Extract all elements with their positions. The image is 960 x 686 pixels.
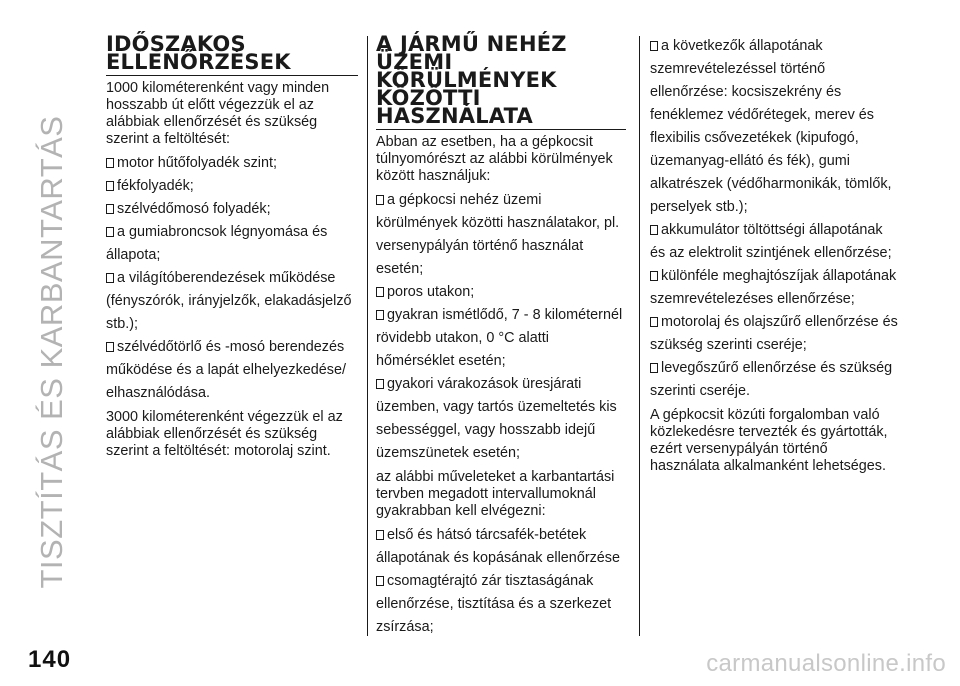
paragraph: A gépkocsit közúti forgalomban való közlekedésre tervezték és gyártották, ezért versenypályán történő használata alkalmanként lehetséges. [650, 407, 888, 474]
checkbox-bullet-icon [106, 273, 114, 283]
checkbox-bullet-icon [376, 379, 384, 389]
checkbox-bullet-icon [106, 227, 114, 237]
list-item: gyakori várakozások üresjárati üzemben, vagy tartós üzemeltetés kis sebességgel, vagy hosszabb idejű üzemszünetek esetén; [376, 376, 617, 461]
checkbox-bullet-icon [650, 41, 658, 51]
list-item: a következők állapotának szemrevételezéssel történő ellenőrzése: kocsiszekrény és fenéklemez védőrétegek, merev és flexibilis csővezetékek (kipufogó, üzemanyag-ellátó és fék), gumi alkatrészek (védőharmonikák, tömlők, perselyek stb.); [650, 38, 892, 215]
section-side-title [34, 115, 69, 589]
paragraph: az alábbi műveleteket a karbantartási tervben megadott intervallumoknál gyakrabban kell elvégezni: [376, 469, 615, 519]
list-item: levegőszűrő ellenőrzése és szükség szerinti cseréje. [650, 360, 893, 399]
checkbox-bullet-icon [376, 576, 384, 586]
list-item: a világítóberendezések működése (fényszórók, irányjelzők, elakadásjelző stb.); [106, 270, 352, 332]
heading-periodic-checks: IDŐSZAKOS ELLENŐRZÉSEK [106, 35, 358, 76]
list-item: szélvédőtörlő és -mosó berendezés működése és a lapát elhelyezkedése/ elhasználódása. [106, 339, 346, 401]
paragraph: 3000 kilométerenként végezzük el az alábbiak ellenőrzését és szükség szerint a feltöltését: motorolaj szint. [106, 409, 343, 459]
list-item: motor hűtőfolyadék szint; [106, 152, 358, 175]
checkbox-bullet-icon [106, 181, 114, 191]
watermark: carmanualsonline.info [706, 650, 946, 677]
heading-heavy-duty-use: A JÁRMŰ NEHÉZ ÜZEMI KÖRÜLMÉNYEK KÖZÖTTI HASZNÁLATA [376, 35, 626, 130]
list-item: gyakran ismétlődő, 7 - 8 kilométernél rövidebb utakon, 0 °C alatti hőmérséklet esetén; [376, 307, 623, 369]
column-periodic-checks [106, 32, 358, 464]
list-item: első és hátsó tárcsafék-betétek állapotának és kopásának ellenőrzése [376, 527, 621, 566]
column-heavy-duty-use [376, 32, 626, 639]
list-item: poros utakon; [376, 281, 626, 304]
list-item: csomagtérajtó zár tisztaságának ellenőrzése, tisztítása és a szerkezet zsírzása; [376, 573, 612, 635]
checkbox-bullet-icon [376, 195, 384, 205]
list-item: akkumulátor töltöttségi állapotának és az elektrolit szintjének ellenőrzése; [650, 222, 892, 261]
checkbox-bullet-icon [376, 530, 384, 540]
checkbox-bullet-icon [650, 317, 658, 327]
checkbox-bullet-icon [650, 271, 658, 281]
column-continued-checks [650, 35, 900, 479]
paragraph: 1000 kilométerenként vagy minden hosszabb út előtt végezzük el az alábbiak ellenőrzését és szükség szerint a feltöltését: [106, 80, 330, 147]
checkbox-bullet-icon [650, 363, 658, 373]
page-number: 140 [28, 646, 72, 673]
side-title-text: TISZTÍTÁS ÉS KARBANTARTÁS [34, 115, 69, 589]
column-divider [367, 36, 368, 636]
checkbox-bullet-icon [106, 342, 114, 352]
checkbox-bullet-icon [650, 225, 658, 235]
checkbox-bullet-icon [106, 204, 114, 214]
list-item: a gépkocsi nehéz üzemi körülmények közötti használatakor, pl. versenypályán történő használat esetén; [376, 192, 620, 277]
checkbox-bullet-icon [106, 158, 114, 168]
list-item: szélvédőmosó folyadék; [106, 198, 358, 221]
list-item: fékfolyadék; [106, 175, 358, 198]
list-item: motorolaj és olajszűrő ellenőrzése és szükség szerinti cseréje; [650, 314, 898, 353]
column-divider [639, 36, 640, 636]
checkbox-bullet-icon [376, 287, 384, 297]
list-item: a gumiabroncsok légnyomása és állapota; [106, 224, 328, 263]
paragraph: Abban az esetben, ha a gépkocsit túlnyomórészt az alábbi körülmények között használjuk: [376, 134, 613, 184]
list-item: különféle meghajtószíjak állapotának szemrevételezéses ellenőrzése; [650, 268, 897, 307]
checkbox-bullet-icon [376, 310, 384, 320]
